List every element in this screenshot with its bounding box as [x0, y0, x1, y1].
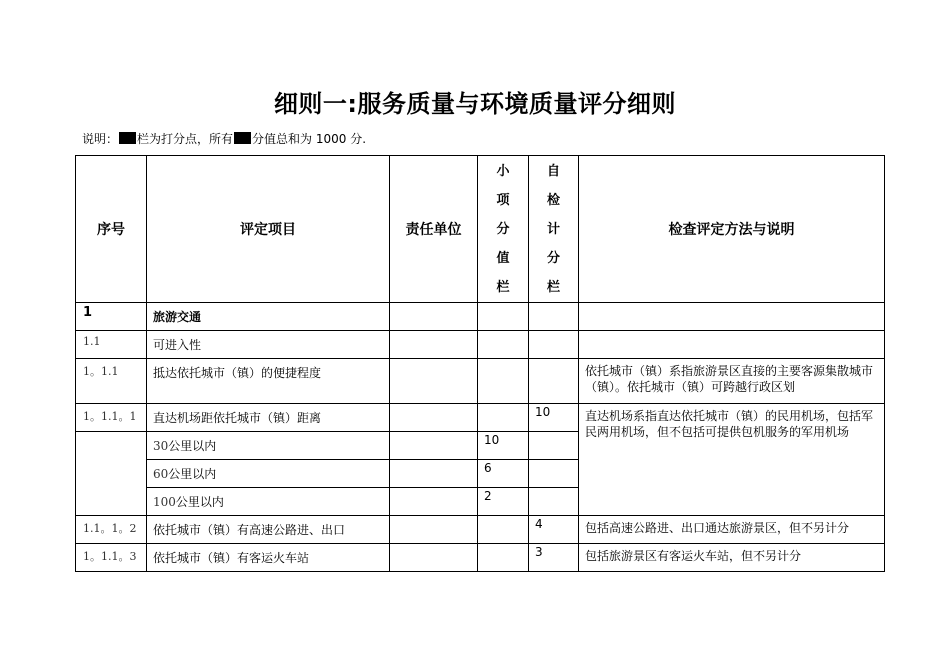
header-score: 小 项 分 值 栏	[478, 156, 529, 303]
table-row	[76, 544, 885, 572]
header-self-check: 自 检 计 分 栏	[529, 156, 579, 303]
instruction-note	[82, 130, 366, 147]
row-seq: 1	[76, 303, 147, 331]
row-seq: 1.1。1。2	[76, 516, 147, 544]
header-row	[76, 156, 885, 303]
header-item: 评定项目	[147, 156, 390, 303]
row-method: 包括高速公路进、出口通达旅游景区，但不另计分	[579, 516, 885, 544]
row-self-score: 10	[529, 404, 579, 432]
row-method: 包括旅游景区有客运火车站，但不另计分	[579, 544, 885, 572]
row-score: 2	[478, 488, 529, 516]
redacted-block	[234, 132, 251, 144]
row-item: 可进入性	[147, 331, 390, 359]
row-seq: 1.1	[76, 331, 147, 359]
row-item: 30公里以内	[147, 432, 390, 460]
scoring-table	[75, 155, 885, 572]
header-unit: 责任单位	[390, 156, 478, 303]
row-method: 依托城市（镇）系指旅游景区直接的主要客源集散城市（镇）。依托城市（镇）可跨越行政区划	[579, 359, 885, 404]
row-item: 依托城市（镇）有客运火车站	[147, 544, 390, 572]
row-score: 6	[478, 460, 529, 488]
row-seq: 1。1.1。1	[76, 404, 147, 432]
document-title: 细则一:服务质量与环境质量评分细则	[273, 90, 677, 118]
header-seq: 序号	[76, 156, 147, 303]
row-item: 直达机场距依托城市（镇）距离	[147, 404, 390, 432]
table-row	[76, 404, 885, 432]
row-score: 10	[478, 432, 529, 460]
row-item: 依托城市（镇）有高速公路进、出口	[147, 516, 390, 544]
row-seq: 1。1.1	[76, 359, 147, 404]
row-item: 旅游交通	[147, 303, 390, 331]
table-row	[76, 516, 885, 544]
row-item: 100公里以内	[147, 488, 390, 516]
redacted-block	[119, 132, 136, 144]
row-self-score: 3	[529, 544, 579, 572]
note-text-1: 说明：	[82, 132, 119, 146]
note-text-3: 分值总和为 1000 分.	[252, 132, 367, 146]
note-text-2: 栏为打分点，所有	[137, 132, 234, 146]
header-method: 检查评定方法与说明	[579, 156, 885, 303]
row-item: 抵达依托城市（镇）的便捷程度	[147, 359, 390, 404]
table-row	[76, 303, 885, 331]
row-self-score: 4	[529, 516, 579, 544]
row-item: 60公里以内	[147, 460, 390, 488]
row-method: 直达机场系指直达依托城市（镇）的民用机场，包括军民两用机场，但不包括可提供包机服务的军用机场	[579, 404, 885, 516]
row-seq: 1。1.1。3	[76, 544, 147, 572]
table-row	[76, 359, 885, 404]
table-row	[76, 331, 885, 359]
